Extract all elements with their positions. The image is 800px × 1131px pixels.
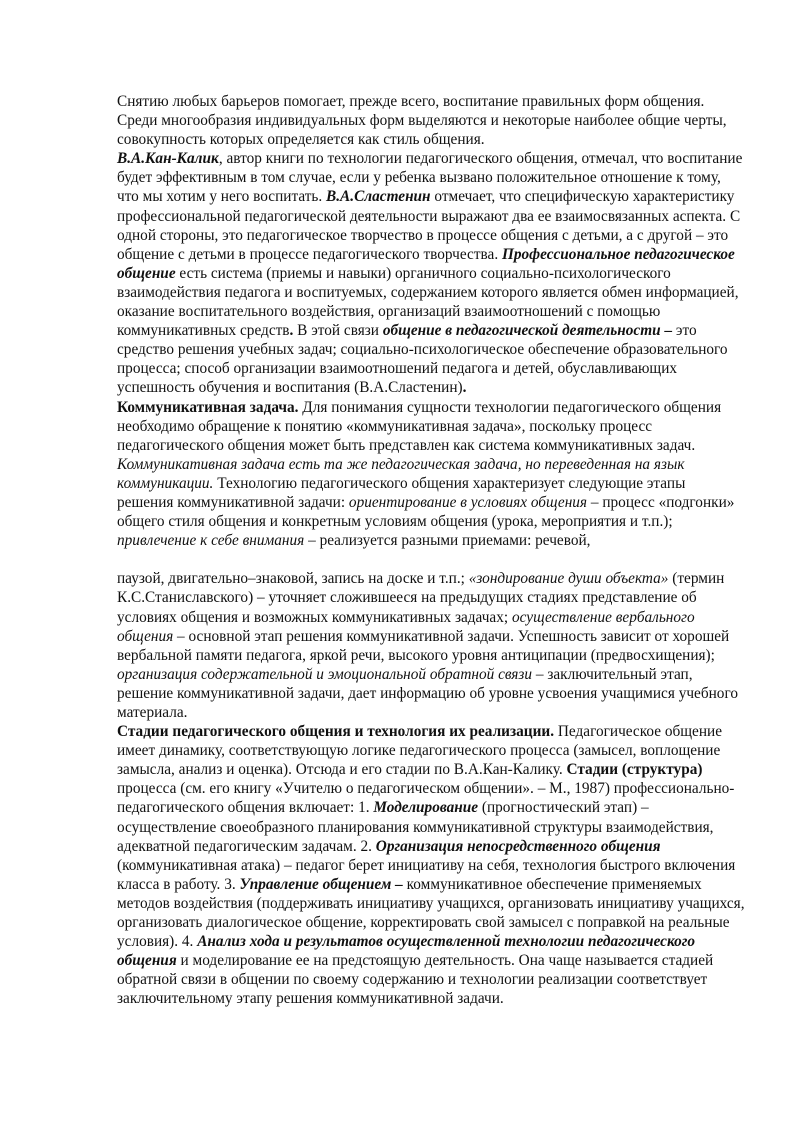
text: – заключительный этап, решение коммуникативной задачи, дает информацию об уровне усвоения учащимися учебного материала. [117, 665, 738, 721]
heading-communicative-task: Коммуникативная задача. [117, 398, 299, 416]
page-gap [117, 550, 745, 569]
text: – основной этап решения коммуникативной задачи. Успешность зависит от хорошей вербальной памяти педагога, яркой речи, высокого уровня антиципации (предвосхищения); [117, 627, 730, 664]
text: – процесс «подгонки» общего стиля общения и конкретным условиям общения (урока, мероприятия и т.п.); [117, 493, 735, 531]
text: Педагогическое общение имеет динамику, соответствующую логике педагогического процесса (замысел, воплощение замысла, анализ и оценка). Отсюда и его стадии по В.А.Кан-Калику. [117, 723, 722, 779]
text: это средство решения учебных задач; социально-психологическое обеспечение образовательного процесса; способ организации взаимоотношений педагога и детей, обуславливающих успешность обучения и воспитания (В.А.Сластенин) [117, 322, 728, 397]
stage-feedback: организация содержательной и эмоциональной обратной связи [117, 665, 533, 683]
text: процесса (см. его книгу «Учителю о педагогическом общении». – М., 1987) профессионально-педагогического общения включает: 1. [117, 780, 735, 817]
text: коммуникативное обеспечение применяемых методов воздействия (поддерживать инициативу учащихся, организовать инициативу учащихся, организовать диалогическое общение, корректировать свой замысел с поправкой на реальные условия). 4. [117, 875, 745, 951]
text: есть система (приемы и навыки) органичного социально-психологического взаимодействия педагога и воспитуемых, содержанием которого является обмен информацией, оказание воспитательного воздействия, организаций взаимоотношений с помощью коммуникативных средств [117, 264, 739, 340]
author-slastenin: В.А.Сластенин [326, 188, 431, 206]
stage-modeling: Моделирование [373, 799, 479, 817]
text: (коммуникативная атака) – педагог берет инициативу на себя, технология быстрого включения класса в работу. 3. [117, 856, 736, 893]
document-page [117, 92, 745, 1009]
stage-verbal: осуществление вербального общения [117, 608, 695, 645]
paragraph-stages-continued [117, 569, 745, 722]
author-kan-kalik: В.А.Кан-Калик [117, 150, 219, 168]
stage-probing: «зондирование души объекта» [468, 570, 669, 588]
text-dot: . [289, 322, 294, 340]
stage-orientation: ориентирование в условиях общения [348, 493, 588, 511]
definition-communicative-task: Коммуникативная задача есть та же педагогическая задача, но переведенная на язык коммуникации. [117, 455, 685, 492]
paragraph-barriers [117, 92, 745, 149]
term-professional-communication: Профессиональное педагогическое общение [117, 245, 735, 282]
text: – реализуется разными приемами: речевой, [304, 532, 591, 550]
paragraph-communication-stages [117, 722, 745, 1008]
text: Снятию любых барьеров помогает, прежде всего, воспитание правильных форм общения. Среди многообразия индивидуальных форм выделяются и некоторые наиболее общие черты, совокупность которых определяется как стиль общения. [117, 93, 727, 149]
text-dot: . [462, 379, 467, 397]
term-stages-structure: Стадии (структура) [566, 761, 703, 779]
text: , автор книги по технологии педагогического общения, отмечал, что воспитание будет эффективным в том случае, если у ребенка вызвано положительное отношение к тому, что мы хотим у него воспитать. [117, 150, 743, 206]
heading-communication-stages: Стадии педагогического общения и технология их реализации. [117, 723, 555, 741]
text: Технологию педагогического общения характеризует следующие этапы решения коммуникативной задачи: [117, 474, 686, 511]
text: Для понимания сущности технологии педагогического общения необходимо обращение к понятию «коммуникативная задача», поскольку процесс педагогического общения может быть представлен как система коммуникативных задач. [117, 398, 722, 454]
text: и моделирование ее на предстоящую деятельность. Она чаще называется стадией обратной связи в общении по своему содержанию и технологии реализации соответствует заключительному этапу решения коммуникативной задачи. [117, 952, 714, 1008]
stage-management: Управление общением – [239, 875, 403, 893]
text: отмечает, что специфическую характеристику профессиональной педагогической деятельности выражают два ее взаимосвязанных аспекта. С одной стороны, это педагогическое творчество в процессе общения с детьми, а с другой – это общение с детьми в процессе педагогического творчества. [117, 188, 741, 263]
text: (прогностический этап) – осуществление своеобразного планирования коммуникативной структуры взаимодействия, адекватной педагогическим задачам. 2. [117, 799, 714, 855]
stage-attract-attention: привлечение к себе внимания [117, 532, 305, 550]
text: В этой связи [293, 322, 383, 340]
text: паузой, двигательно–знаковой, запись на доске и т.п.; [117, 570, 469, 588]
text: (термин К.С.Станиславского) – уточняет сложившееся на предыдущих стадиях представление об условиях общения и возможных коммуникативных задачах; [117, 570, 725, 626]
paragraph-kan-kalik [117, 149, 745, 397]
stage-organization: Организация непосредственного общения [375, 837, 661, 855]
stage-analysis: Анализ хода и результатов осуществленной технологии педагогического общения [117, 933, 696, 970]
term-communication-in-pedagogy: общение в педагогической деятельности – [382, 322, 673, 340]
paragraph-communicative-task [117, 398, 745, 551]
